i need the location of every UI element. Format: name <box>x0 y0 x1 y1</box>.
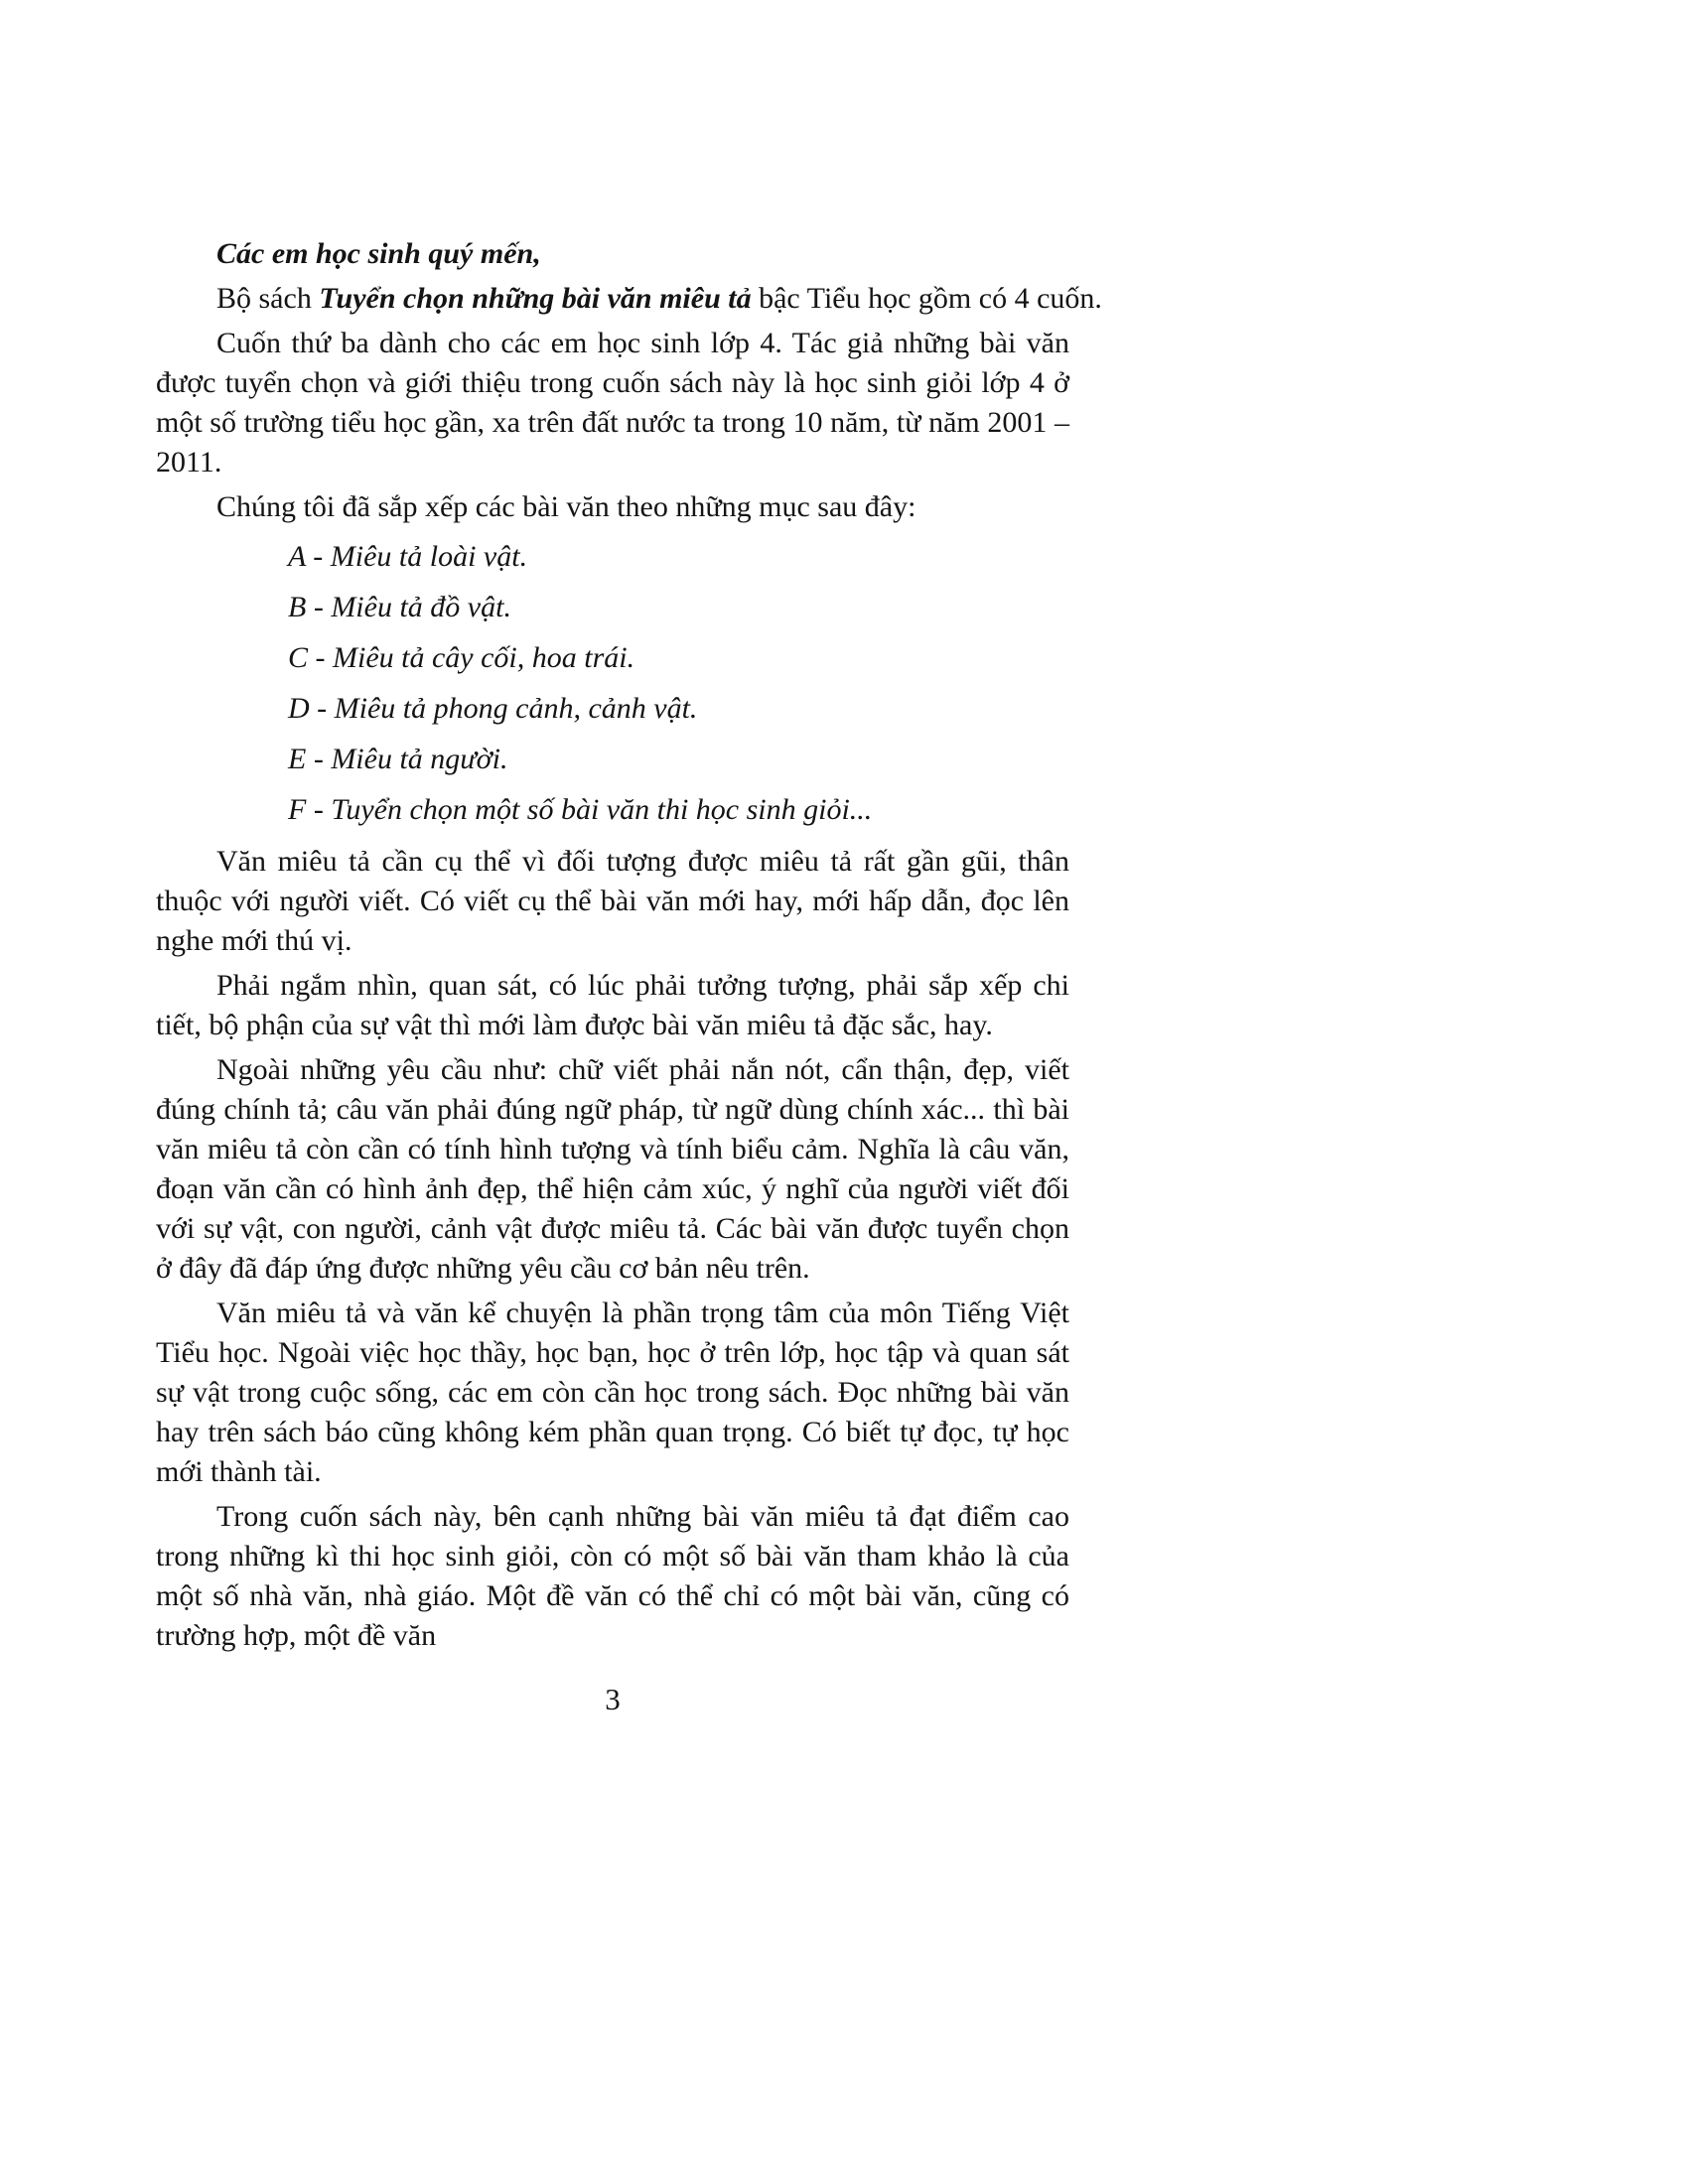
category-item-b: B - Miêu tả đồ vật. <box>288 591 511 623</box>
paragraph-concrete-description: Văn miêu tả cần cụ thể vì đối tượng được miêu tả rất gần gũi, thân thuộc với người viết. Có viết cụ thể bài văn mới hay, mới hấp dẫn, đọc lên nghe mới thú vị. <box>156 845 1069 957</box>
category-item-a: A - Miêu tả loài vật. <box>288 540 528 573</box>
intro-suffix: bậc Tiểu học gồm có 4 cuốn. <box>751 282 1102 315</box>
book-series-prefix: Bộ sách <box>216 282 320 315</box>
paragraph-requirements: Ngoài những yêu cầu như: chữ viết phải nắn nót, cẩn thận, đẹp, viết đúng chính tả; câu văn phải đúng ngữ pháp, từ ngữ dùng chính xác... thì bài văn miêu tả còn cần có tính hình tượng và tính biểu cảm. Nghĩa là câu văn, đoạn văn cần có hình ảnh đẹp, thể hiện cảm xúc, ý nghĩ của người viết đối với sự vật, con người, cảnh vật được miêu tả. Các bài văn được tuyển chọn ở đây đã đáp ứng được những yêu cầu cơ bản nêu trên. <box>156 1053 1069 1285</box>
category-item-d: D - Miêu tả phong cảnh, cảnh vật. <box>288 692 698 725</box>
intro-paragraph <box>156 279 1102 319</box>
salutation: Các em học sinh quý mến, <box>216 237 541 270</box>
paragraph-book-contents: Trong cuốn sách này, bên cạnh những bài văn miêu tả đạt điểm cao trong những kì thi học sinh giỏi, còn có một số bài văn tham khảo là của một số nhà văn, nhà giáo. Một đề văn có thể chỉ có một bài văn, cũng có trường hợp, một đề văn <box>156 1500 1069 1652</box>
paragraph-volume-info: Cuốn thứ ba dành cho các em học sinh lớp 4. Tác giả những bài văn được tuyển chọn và giới thiệu trong cuốn sách này là học sinh giỏi lớp 4 ở một số trường tiểu học gần, xa trên đất nước ta trong 10 năm, từ năm 2001 – 2011. <box>156 327 1069 478</box>
category-item-c: C - Miêu tả cây cối, hoa trái. <box>288 641 635 674</box>
paragraph-observation: Phải ngắm nhìn, quan sát, có lúc phải tưởng tượng, phải sắp xếp chi tiết, bộ phận của sự vật thì mới làm được bài văn miêu tả đặc sắc, hay. <box>156 969 1069 1041</box>
paragraph-learning: Văn miêu tả và văn kể chuyện là phần trọng tâm của môn Tiếng Việt Tiểu học. Ngoài việc học thầy, học bạn, học ở trên lớp, học tập và quan sát sự vật trong cuộc sống, các em còn cần học trong sách. Đọc những bài văn hay trên sách báo cũng không kém phần quan trọng. Có biết tự đọc, tự học mới thành tài. <box>156 1297 1069 1488</box>
paragraph-sort-intro: Chúng tôi đã sắp xếp các bài văn theo những mục sau đây: <box>216 490 916 523</box>
page-number: 3 <box>605 1682 621 1716</box>
category-list <box>288 537 1069 830</box>
book-title: Tuyển chọn những bài văn miêu tả <box>319 282 752 315</box>
category-item-f: F - Tuyển chọn một số bài văn thi học sinh giỏi... <box>288 793 873 826</box>
category-item-e: E - Miêu tả người. <box>288 743 508 775</box>
page-content <box>156 234 1102 1717</box>
